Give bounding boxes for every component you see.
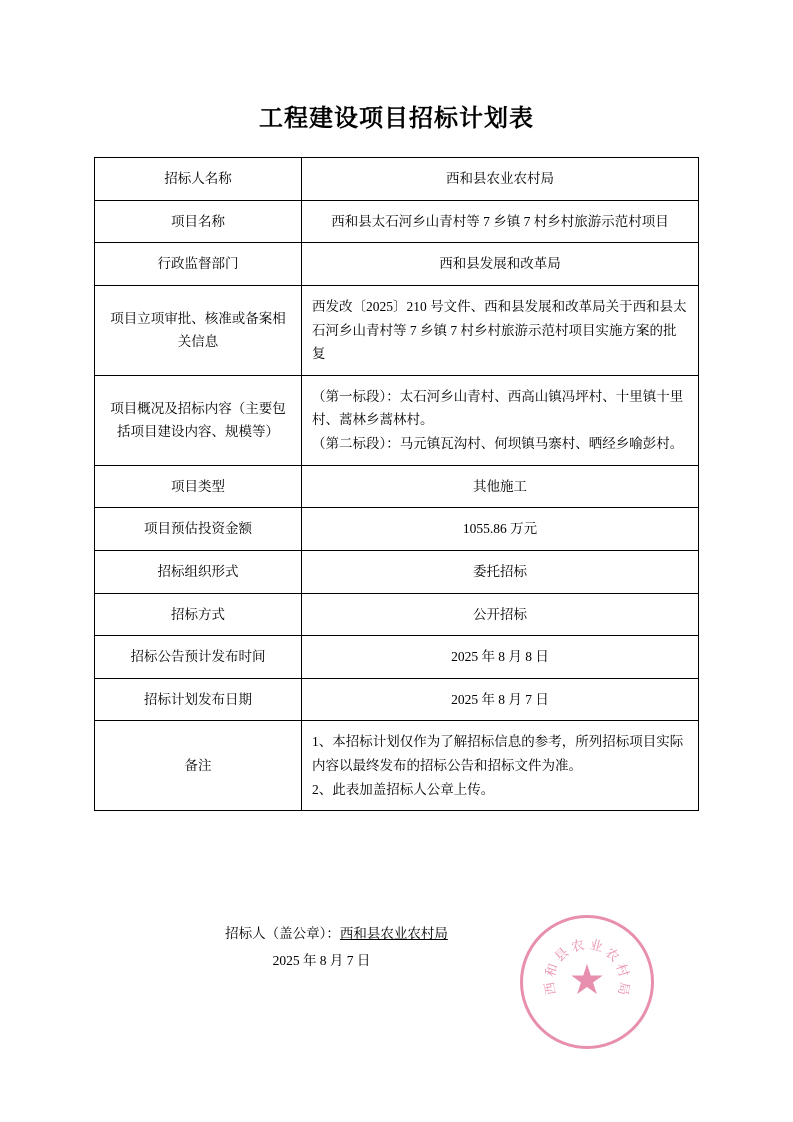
row-label-announcement-date: 招标公告预计发布时间 — [95, 636, 302, 679]
seal-char: 和 — [542, 961, 561, 979]
row-label-organization-form: 招标组织形式 — [95, 550, 302, 593]
table-row — [95, 465, 699, 508]
row-label-remarks: 备注 — [95, 721, 302, 811]
seal-char: 县 — [551, 944, 572, 965]
row-label-project-overview: 项目概况及招标内容（主要包括项目建设内容、规模等） — [95, 375, 302, 465]
row-value-project-overview — [302, 375, 699, 465]
row-label-supervision-dept: 行政监督部门 — [95, 243, 302, 286]
seal-star-icon: ★ — [570, 963, 604, 1000]
signature-block — [0, 920, 793, 974]
table-row — [95, 550, 699, 593]
row-label-approval-info: 项目立项审批、核准或备案相关信息 — [95, 285, 302, 375]
seal-char: 业 — [588, 936, 605, 955]
page-title: 工程建设项目招标计划表 — [259, 105, 534, 132]
seal-char: 村 — [613, 961, 632, 979]
table-row — [95, 200, 699, 243]
seal-char: 西 — [541, 980, 559, 997]
table-row — [95, 508, 699, 551]
signature-prefix: 招标人（盖公章）： — [225, 926, 340, 941]
row-label-bidding-method: 招标方式 — [95, 593, 302, 636]
row-value-organization-form: 委托招标 — [302, 550, 699, 593]
table-row — [95, 375, 699, 465]
table-row — [95, 636, 699, 679]
remark-paragraph-1: 1、本招标计划仅作为了解招标信息的参考，所列招标项目实际内容以最终发布的招标公告和招标文件为准。 — [312, 734, 684, 773]
row-label-plan-publish-date: 招标计划发布日期 — [95, 678, 302, 721]
row-value-supervision-dept: 西和县发展和改革局 — [302, 243, 699, 286]
signature-name: 西和县农业农村局 — [339, 926, 448, 941]
signature-date: 2025 年 8 月 7 日 — [272, 953, 371, 968]
row-label-estimated-investment: 项目预估投资金额 — [95, 508, 302, 551]
row-label-project-name: 项目名称 — [95, 200, 302, 243]
remark-paragraph-2: 2、此表加盖招标人公章上传。 — [312, 781, 495, 797]
row-label-project-type: 项目类型 — [95, 465, 302, 508]
row-value-bidder-name: 西和县农业农村局 — [302, 158, 699, 201]
seal-char: 农 — [569, 936, 586, 955]
row-value-approval-info: 西发改〔2025〕210 号文件、西和县发展和改革局关于西和县太石河乡山青村等 7 乡镇 7 村乡村旅游示范村项目实施方案的批复 — [302, 285, 699, 375]
row-value-plan-publish-date: 2025 年 8 月 7 日 — [302, 678, 699, 721]
signature-line — [0, 920, 793, 947]
seal-char: 局 — [615, 980, 633, 997]
table-row — [95, 158, 699, 201]
overview-paragraph-2: （第二标段）：马元镇瓦沟村、何坝镇马寨村、晒经乡喻彭村。 — [312, 436, 684, 451]
row-value-project-type: 其他施工 — [302, 465, 699, 508]
table-row — [95, 678, 699, 721]
row-value-estimated-investment: 1055.86 万元 — [302, 508, 699, 551]
row-label-bidder-name: 招标人名称 — [95, 158, 302, 201]
table-row — [95, 243, 699, 286]
overview-paragraph-1: （第一标段）：太石河乡山青村、西高山镇冯坪村、十里镇十里村、蒿林乡蒿林村。 — [312, 388, 684, 428]
row-value-remarks — [302, 721, 699, 811]
table-row — [95, 593, 699, 636]
bidding-plan-table — [94, 157, 699, 811]
table-row — [95, 285, 699, 375]
seal-char: 农 — [602, 944, 623, 965]
row-value-project-name: 西和县太石河乡山青村等 7 乡镇 7 村乡村旅游示范村项目 — [302, 200, 699, 243]
table-row — [95, 721, 699, 811]
row-value-bidding-method: 公开招标 — [302, 593, 699, 636]
row-value-announcement-date: 2025 年 8 月 8 日 — [302, 636, 699, 679]
